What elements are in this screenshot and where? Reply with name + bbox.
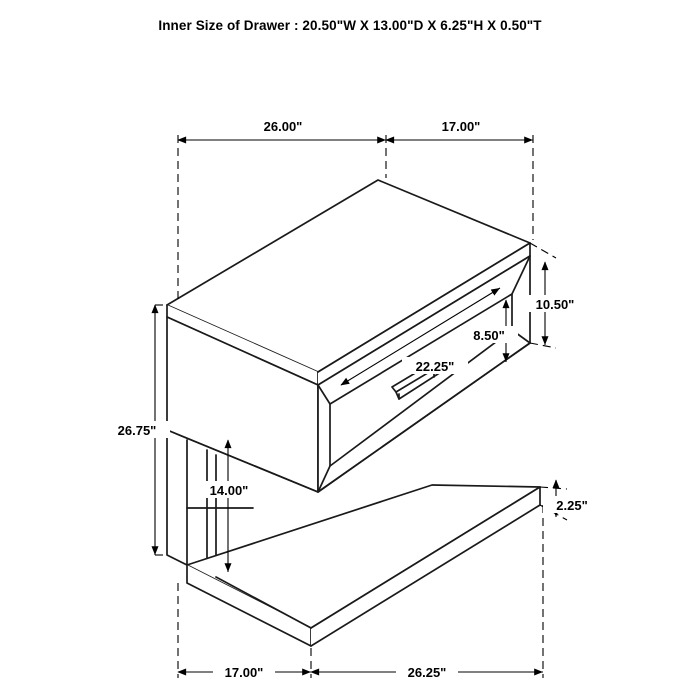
dim-bottom-right: 26.25" bbox=[407, 665, 447, 680]
dim-shelf-opening: 14.00" bbox=[209, 483, 249, 498]
dim-drawer-height: 8.50" bbox=[473, 328, 505, 343]
dim-right-upper: 10.50" bbox=[535, 297, 575, 312]
dim-base-thickness: 2.25" bbox=[556, 498, 588, 513]
dim-drawer-width: 22.25" bbox=[415, 359, 455, 374]
dim-bottom-left: 17.00" bbox=[224, 665, 264, 680]
dim-top-right: 17.00" bbox=[441, 119, 481, 134]
page-title: Inner Size of Drawer : 20.50"W X 13.00"D X 6.25"H X 0.50"T bbox=[158, 18, 542, 33]
furniture-outline bbox=[167, 180, 540, 646]
dim-total-height: 26.75" bbox=[117, 423, 157, 438]
dim-top-left: 26.00" bbox=[263, 119, 303, 134]
